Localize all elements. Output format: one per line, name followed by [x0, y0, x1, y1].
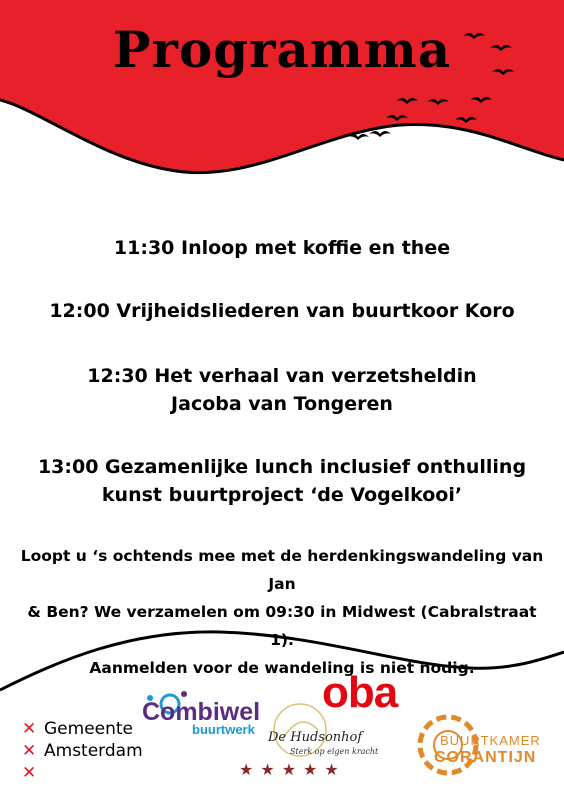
gemeente-line1: Gemeente — [44, 719, 134, 739]
note-line: & Ben? We verzamelen om 09:30 in Midwest (Cabralstraat 1). — [27, 603, 537, 649]
program-item-line: 12:00 Vrijheidsliederen van buurtkoor Koro — [49, 300, 515, 322]
program-item — [0, 453, 564, 509]
buurtkamer-logo-line1: BUURTKAMER — [440, 733, 541, 748]
oba-logo: oba — [322, 668, 398, 717]
program-item-line: 12:30 Het verhaal van verzetsheldin — [87, 365, 477, 387]
gemeente-line2: Amsterdam — [44, 741, 143, 761]
program-item — [0, 234, 564, 262]
page-title: Programma — [112, 20, 452, 79]
andreas-cross-icon: ✕ — [22, 741, 37, 761]
combiwel-logo-text: Combiwel — [142, 698, 261, 726]
andreas-cross-icon: ✕ — [22, 763, 37, 783]
bird-icon — [347, 134, 369, 140]
gemeente-amsterdam-logo — [22, 718, 143, 784]
program-item-line: kunst buurtproject ‘de Vogelkooi’ — [101, 484, 463, 506]
program-item — [0, 297, 564, 325]
walk-note — [20, 542, 544, 682]
combiwel-subtitle: buurtwerk — [192, 722, 255, 737]
program-item-line: 11:30 Inloop met koffie en thee — [113, 237, 451, 259]
program-item — [0, 362, 564, 418]
note-line: Loopt u ‘s ochtends mee met de herdenkingswandeling van Jan — [20, 547, 544, 593]
buurtkamer-logo-line2: CORANTIJN — [434, 749, 537, 766]
andreas-cross-icon: ✕ — [22, 719, 37, 739]
bird-icon — [369, 131, 391, 137]
note-line: Aanmelden voor de wandeling is niet nodig. — [89, 659, 475, 677]
hudsonhof-tagline: Sterk op eigen kracht — [290, 747, 379, 756]
program-item-line: 13:00 Gezamenlijke lunch inclusief onthulling — [37, 456, 527, 478]
hudsonhof-logo-text: De Hudsonhof — [268, 730, 363, 745]
star-rating-icons: ★★★★★ — [239, 760, 346, 779]
program-item-line: Jacoba van Tongeren — [171, 393, 393, 415]
